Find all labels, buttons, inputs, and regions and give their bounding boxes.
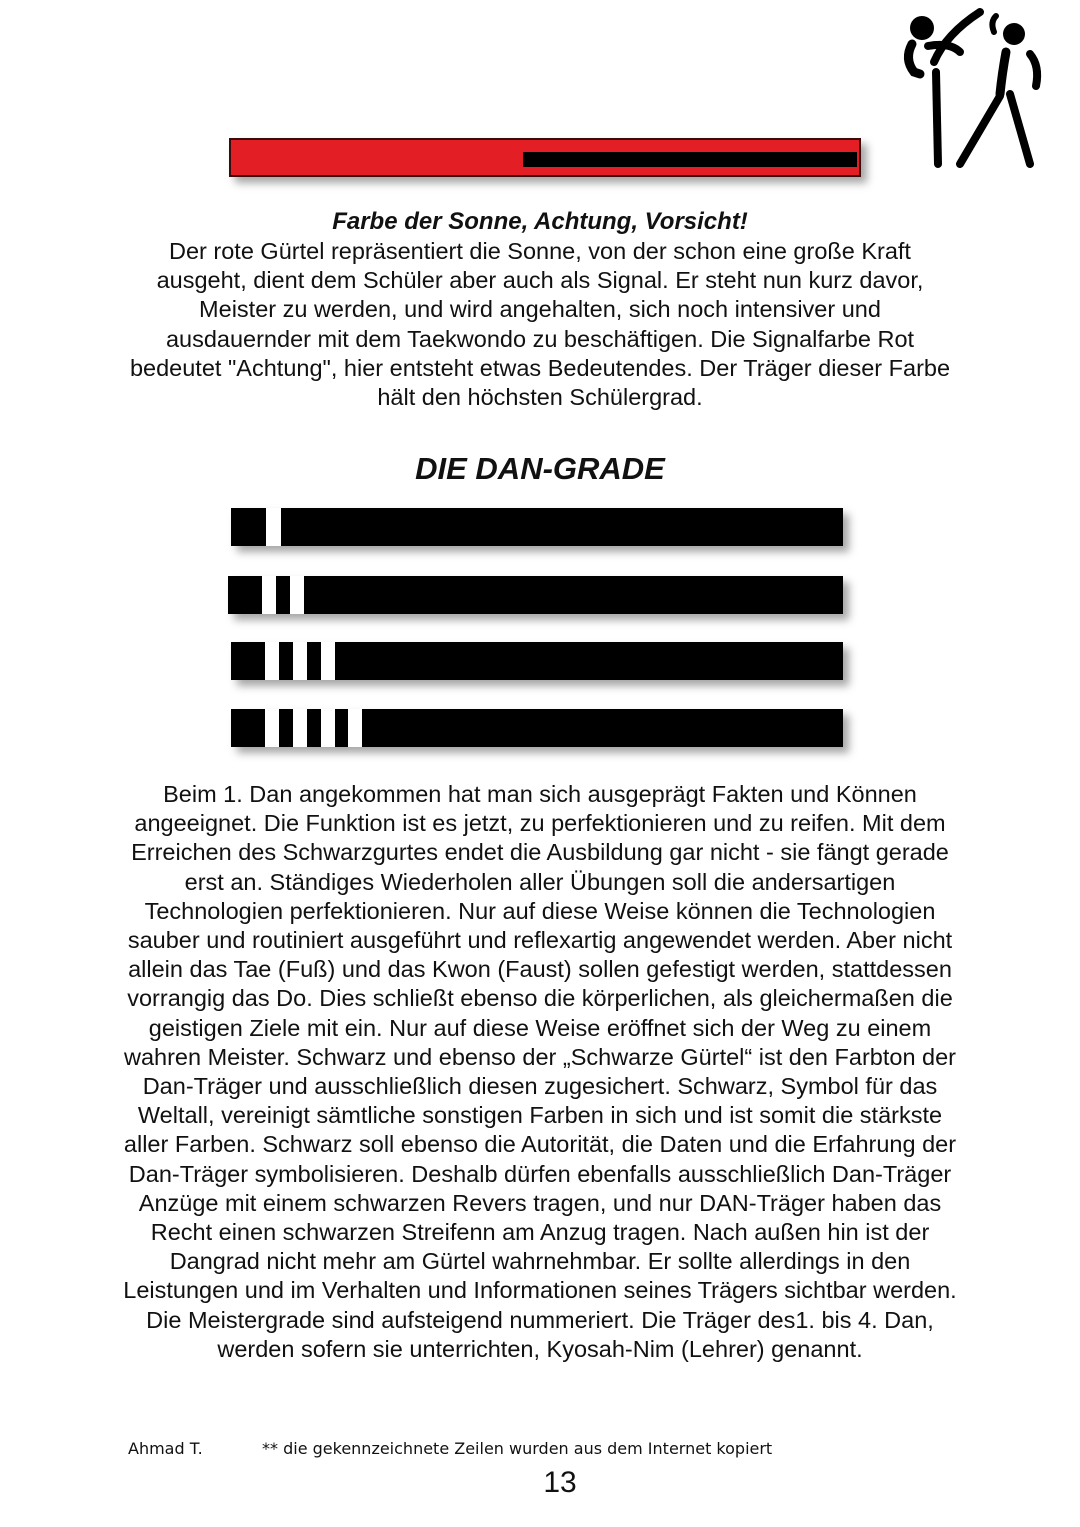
dan-grades-description: Beim 1. Dan angekommen hat man sich ausgeprägt Fakten und Können angeeignet. Die Funktion ist es jetzt, zu perfektionieren und zu reifen. Mit dem Erreichen des Schwarzgurtes endet die Ausbildung gar nicht - sie fängt gerade erst an. Ständiges Wiederholen aller Übungen soll die andersartigen Technologien perfektionieren. Nur auf diese Weise können die Technologien sauber und routiniert ausgeführt und reflexartig angewendet werden. Aber nicht allein das Tae (Fuß) und das Kwon (Faust) sollen gefestigt werden, stattdessen vorrangig das Do. Dies schließt ebenso die körperlichen, als gleichermaßen die geistigen Ziele mit ein. Nur auf diese Weise eröffnet sich der Weg zu einem wahren Meister. Schwarz und ebenso der „Schwarze Gürtel“ ist den Farbton der Dan-Träger und ausschließlich diesen zugesichert. Schwarz, Symbol für das Weltall, vereinigt sämtliche sonstigen Farben in sich und ist somit die stärkste aller Farben. Schwarz soll ebenso die Autorität, die Daten und die Erfahrung der Dan-Träger symbolisieren. Deshalb dürfen ebenfalls ausschließlich Dan-Träger Anzüge mit einem schwarzen Revers tragen, und nur DAN-Träger haben das Recht einen schwarzen Streifenn am Anzug tragen. Nach außen hin ist der Dangrad nicht mehr am Gürtel wahrnehmbar. Er sollte allerdings in den Leistungen und im Verhalten und Informationen seines Trägers sichtbar werden. Die Meistergrade sind aufsteigend nummeriert. Die Träger des1. bis 4. Dan, werden sofern sie unterrichten, Kyosah-Nim (Lehrer) genannt.: [123, 781, 957, 1362]
page-number: 13: [543, 1466, 577, 1499]
black-belt-3-dan: [231, 642, 843, 680]
black-belt-2-dan: [228, 576, 843, 614]
white-stripe: [265, 709, 279, 747]
red-belt-black-stripe: [523, 152, 857, 167]
black-belt-1-dan: [231, 508, 843, 546]
white-stripe: [262, 576, 276, 614]
dan-grades-heading: DIE DAN-GRADE: [415, 451, 665, 486]
white-stripe: [293, 709, 307, 747]
taekwondo-fighters-icon: [898, 4, 1048, 169]
white-stripe: [321, 642, 335, 680]
white-stripe: [266, 508, 281, 546]
white-stripe: [290, 576, 304, 614]
black-belt-4-dan: [231, 709, 843, 747]
footer-note: ** die gekennzeichnete Zeilen wurden aus dem Internet kopiert: [262, 1439, 773, 1458]
white-stripe: [293, 642, 307, 680]
white-stripe: [265, 642, 279, 680]
red-belt-description: Der rote Gürtel repräsentiert die Sonne, von der schon eine große Kraft ausgeht, dient dem Schüler aber auch als Signal. Er steht nun kurz davor, Meister zu werden, und wird angehalten, sich noch intensiver und ausdauernder mit dem Taekwondo zu beschäftigen. Die Signalfarbe Rot bedeutet "Achtung", hier entsteht etwas Bedeutendes. Der Träger dieser Farbe hält den höchsten Schülergrad.: [129, 238, 951, 411]
footer-author: Ahmad T.: [128, 1439, 203, 1458]
red-belt-subtitle: Farbe der Sonne, Achtung, Vorsicht!: [332, 208, 748, 235]
white-stripe: [321, 709, 335, 747]
red-belt: [229, 138, 861, 177]
white-stripe: [348, 709, 362, 747]
